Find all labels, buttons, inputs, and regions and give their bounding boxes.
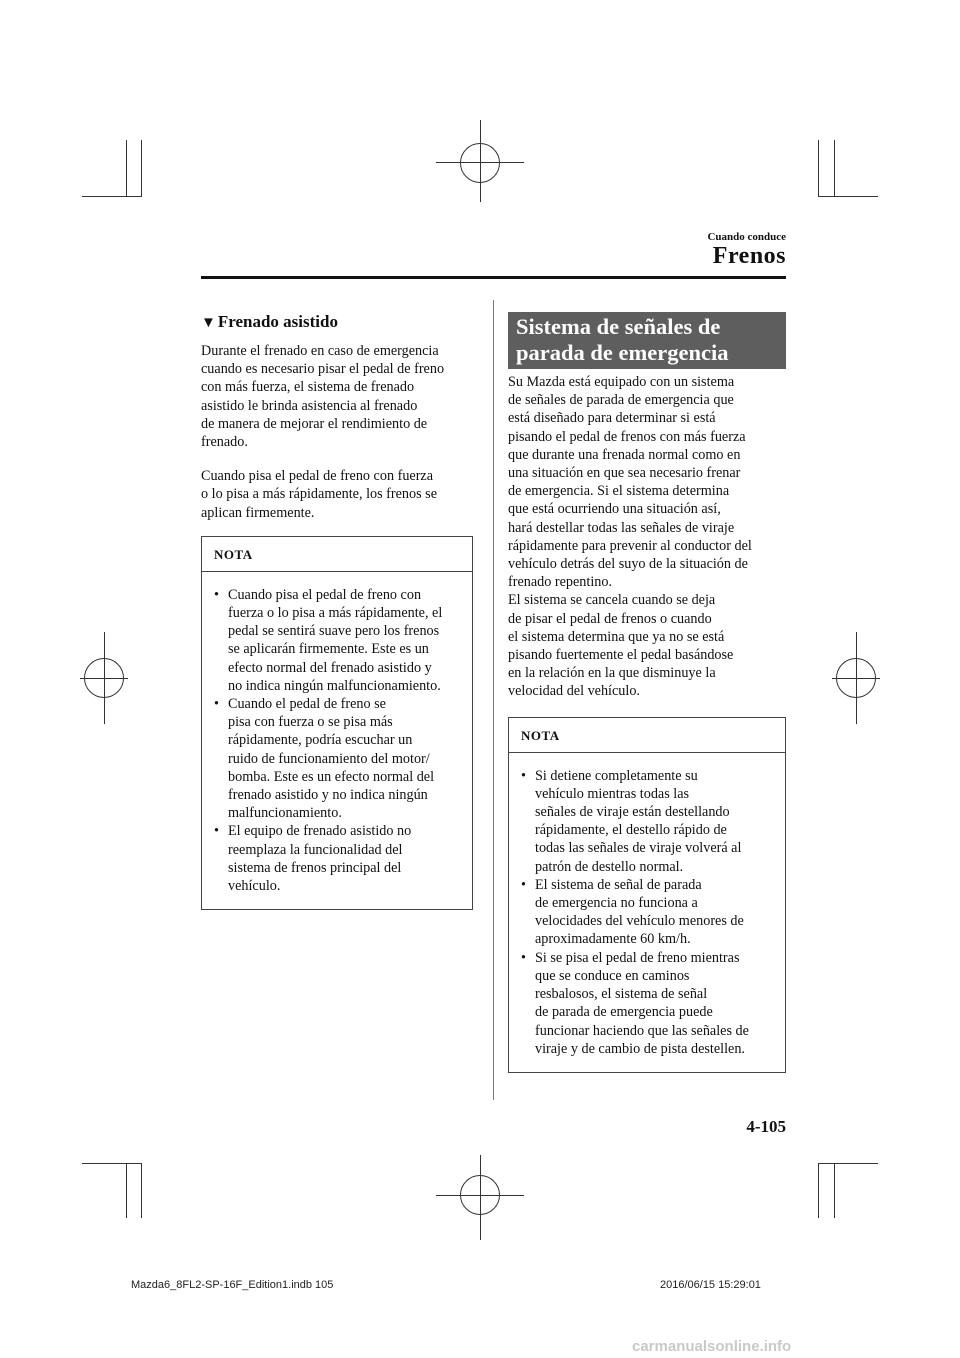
file-info: Mazda6_8FL2-SP-16F_Edition1.indb 105 [131, 1279, 334, 1291]
list-item: • El equipo de frenado asistido no reemplaza la funcionalidad del sistema de frenos principal del vehículo. [214, 823, 412, 895]
list-item: • Cuando el pedal de freno se pisa con fuerza o se pisa más rápidamente, podría escuchar un ruido de funcionamiento del motor/ bomba. Este es un efecto normal del frenado asistido y no indica ningún malfuncionamiento. [214, 696, 435, 822]
bullet-icon: • [521, 949, 526, 966]
note-box [201, 536, 473, 910]
list-item: • El sistema de señal de parada de emergencia no funciona a velocidades del vehículo menores de aproximadamente 60 km/h. [521, 876, 744, 948]
note-heading: NOTA [509, 718, 785, 753]
right-column [508, 312, 786, 1073]
bullet-icon: • [214, 586, 219, 603]
bullet-icon: • [521, 876, 526, 893]
paragraph: Durante el frenado en caso de emergencia cuando es necesario pisar el pedal de freno con más fuerza, el sistema de frenado asistido le brinda asistencia al frenado de manera de mejorar el rendimiento de frenado. [201, 343, 445, 451]
page-number: 4-105 [746, 1117, 786, 1136]
left-column [201, 312, 473, 910]
triangle-down-icon: ▼ [201, 315, 216, 331]
bullet-icon: • [214, 823, 219, 840]
paragraph: Su Mazda está equipado con un sistema de señales de parada de emergencia que está diseñado para determinar si está pisando el pedal de frenos con más fuerza que durante una frenada normal como en una situación en que sea necesario frenar de emergencia. Si el sistema determina que está ocurriendo una situación así, hará destellar todas las señales de viraje rápidamente para prevenir al conductor del vehículo detrás del suyo de la situación de frenado repentino. El sistema se cancela cuando se deja de pisar el pedal de frenos o cuando el sistema determina que ya no se está pisando fuertemente el pedal basándose en la relación en la que disminuye la velocidad del vehículo. [508, 374, 752, 700]
watermark: carmanualsonline.info [632, 1338, 792, 1355]
page-title: Frenos [712, 243, 786, 269]
bullet-icon: • [214, 696, 219, 713]
timestamp: 2016/06/15 15:29:01 [660, 1279, 761, 1291]
header-rule [201, 276, 786, 279]
list-item: • Si se pisa el pedal de freno mientras que se conduce en caminos resbalosos, el sistema de señal de parada de emergencia puede funcionar haciendo que las señales de viraje y de cambio de pista destellen. [521, 949, 749, 1057]
column-divider [493, 300, 494, 1100]
section-label: Cuando conduce [707, 231, 786, 243]
paragraph: Cuando pisa el pedal de freno con fuerza o lo pisa a más rápidamente, los frenos se aplican firmemente. [201, 468, 437, 521]
bullet-icon: • [521, 767, 526, 784]
subheading: ▼ Frenado asistido [201, 312, 338, 331]
list-item: • Si detiene completamente su vehículo mientras todas las señales de viraje están destellando rápidamente, el destello rápido de todas las señales de viraje volverá al patrón de destello normal. [521, 767, 742, 875]
list-item: • Cuando pisa el pedal de freno con fuerza o lo pisa a más rápidamente, el pedal se sentirá suave pero los frenos se aplicarán firmemente. Este es un efecto normal del frenado asistido y no indica ningún malfuncionamiento. [214, 586, 443, 694]
section-banner: Sistema de señales de parada de emergencia [508, 312, 786, 369]
note-box [508, 717, 786, 1073]
note-heading: NOTA [202, 537, 472, 572]
